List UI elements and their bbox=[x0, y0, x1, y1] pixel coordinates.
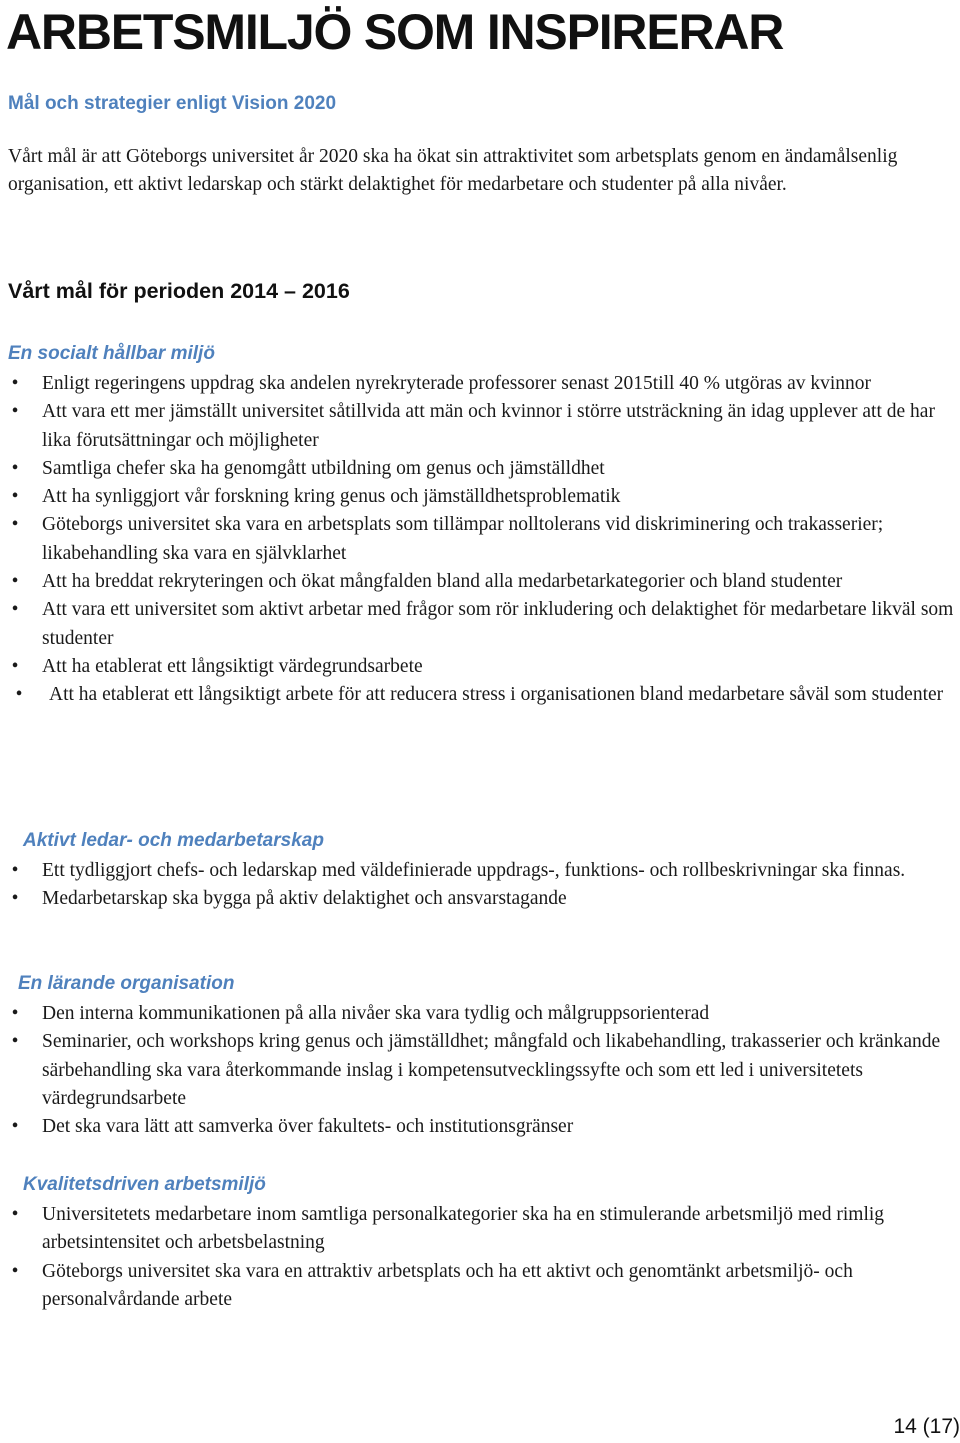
bullet-icon: • bbox=[11, 655, 19, 677]
bullet-list-kvalitetsdriven-arbetsmiljo bbox=[0, 1201, 957, 1314]
list-item bbox=[0, 857, 957, 885]
list-item-text: Att ha etablerat ett långsiktigt arbete för att reducera stress i organisationen bland medarbetare såväl som studenter bbox=[49, 684, 944, 706]
bullet-list-larande-organisation bbox=[0, 1000, 957, 1141]
list-item-text: Enligt regeringens uppdrag ska andelen nyrekryterade professorer senast 2015till 40 % utgöras av kvinnor bbox=[42, 373, 872, 394]
bullet-icon: • bbox=[11, 1204, 19, 1225]
bullet-list-socialt-hallbar-miljo bbox=[0, 370, 957, 710]
list-item-text: Samtliga chefer ska ha genomgått utbildning om genus och jämställdhet bbox=[42, 457, 605, 479]
list-item-text: Göteborgs universitet ska vara en attraktiv arbetsplats och ha ett aktivt och genomtänkt arbetsmiljö- och personalvårdande arbete bbox=[42, 1260, 853, 1310]
list-item bbox=[0, 1258, 957, 1315]
list-item bbox=[0, 1113, 957, 1141]
list-item-text: Universitetets medarbetare inom samtliga personalkategorier ska ha en stimulerande arbetsmiljö med rimlig arbetsintensitet och arbetsbelastning bbox=[42, 1204, 885, 1254]
list-item-text: Att ha breddat rekryteringen och ökat mångfalden bland alla medarbetarkategorier och bland studenter bbox=[42, 571, 843, 593]
list-item-text: Seminarier, och workshops kring genus och jämställdhet; mångfald och likabehandling, trakasserier och kränkande särbehandling ska vara återkommande inslag i kompetensutvecklingssyfte och som ett led i universitetets värdegrundsarbete bbox=[42, 1031, 941, 1109]
list-item bbox=[0, 511, 957, 568]
bullet-icon: • bbox=[11, 1003, 19, 1024]
intro-paragraph: Vårt mål är att Göteborgs universitet år 2020 ska ha ökat sin attraktivitet som arbetsplats genom en ändamålsenlig organisation, ett aktivt ledarskap och stärkt delaktighet för medarbetare och studenter på alla nivåer. bbox=[8, 146, 898, 196]
page-number: 14 (17) bbox=[893, 1415, 960, 1438]
list-item-text: Ett tydliggjort chefs- och ledarskap med väldefinierade uppdrags-, funktions- och rollbeskrivningar ska finnas. bbox=[42, 860, 906, 881]
bullet-icon: • bbox=[11, 599, 19, 621]
bullet-icon: • bbox=[11, 514, 19, 536]
section-heading-larande-organisation: En lärande organisation bbox=[18, 973, 235, 994]
period-heading: Vårt mål för perioden 2014 – 2016 bbox=[8, 279, 350, 303]
list-item bbox=[0, 681, 949, 709]
list-item-text: Göteborgs universitet ska vara en arbetsplats som tillämpar nolltolerans vid diskriminering och trakasserier; likabehandling ska vara en självklarhet bbox=[42, 514, 884, 564]
bullet-icon: • bbox=[11, 860, 19, 881]
list-item bbox=[0, 568, 957, 596]
bullet-icon: • bbox=[11, 401, 19, 423]
list-item bbox=[0, 596, 957, 653]
list-item-text: Den interna kommunikationen på alla nivåer ska vara tydlig och målgruppsorienterad bbox=[42, 1003, 710, 1024]
list-item bbox=[0, 885, 957, 913]
bullet-icon: • bbox=[11, 486, 19, 508]
list-item bbox=[0, 1201, 957, 1258]
list-item-text: Att ha synliggjort vår forskning kring genus och jämställdhetsproblematik bbox=[42, 486, 621, 508]
list-item bbox=[0, 370, 957, 398]
bullet-icon: • bbox=[11, 457, 19, 479]
list-item-text: Att ha etablerat ett långsiktigt värdegrundsarbete bbox=[42, 655, 423, 677]
vision-subtitle: Mål och strategier enligt Vision 2020 bbox=[8, 93, 337, 114]
list-item bbox=[0, 398, 957, 455]
list-item-text: Att vara ett mer jämställt universitet såtillvida att män och kvinnor i större utsträckning än idag upplever att de har lika förutsättningar och möjligheter bbox=[42, 401, 935, 451]
section-heading-socialt-hallbar-miljo: En socialt hållbar miljö bbox=[8, 343, 215, 364]
bullet-icon: • bbox=[11, 1260, 19, 1282]
list-item-text: Det ska vara lätt att samverka över fakultets- och institutionsgränser bbox=[42, 1116, 574, 1138]
bullet-icon: • bbox=[11, 373, 19, 394]
bullet-list-aktivt-ledarskap bbox=[0, 857, 957, 914]
bullet-icon: • bbox=[11, 1116, 19, 1138]
list-item bbox=[0, 483, 957, 511]
list-item bbox=[0, 455, 957, 483]
bullet-icon: • bbox=[11, 1031, 19, 1053]
bullet-icon: • bbox=[11, 571, 19, 593]
list-item bbox=[0, 1000, 957, 1028]
list-item bbox=[0, 1028, 957, 1113]
list-item bbox=[0, 653, 957, 681]
bullet-icon: • bbox=[11, 888, 19, 910]
section-heading-aktivt-ledarskap: Aktivt ledar- och medarbetarskap bbox=[23, 830, 324, 851]
page-title: ARBETSMILJÖ SOM INSPIRERAR bbox=[6, 4, 784, 60]
list-item-text: Medarbetarskap ska bygga på aktiv delaktighet och ansvarstagande bbox=[42, 888, 567, 910]
bullet-icon: • bbox=[15, 684, 23, 706]
section-heading-kvalitetsdriven-arbetsmiljo: Kvalitetsdriven arbetsmiljö bbox=[23, 1174, 266, 1195]
list-item-text: Att vara ett universitet som aktivt arbetar med frågor som rör inkludering och delaktighet för medarbetare likväl som studenter bbox=[42, 599, 954, 649]
